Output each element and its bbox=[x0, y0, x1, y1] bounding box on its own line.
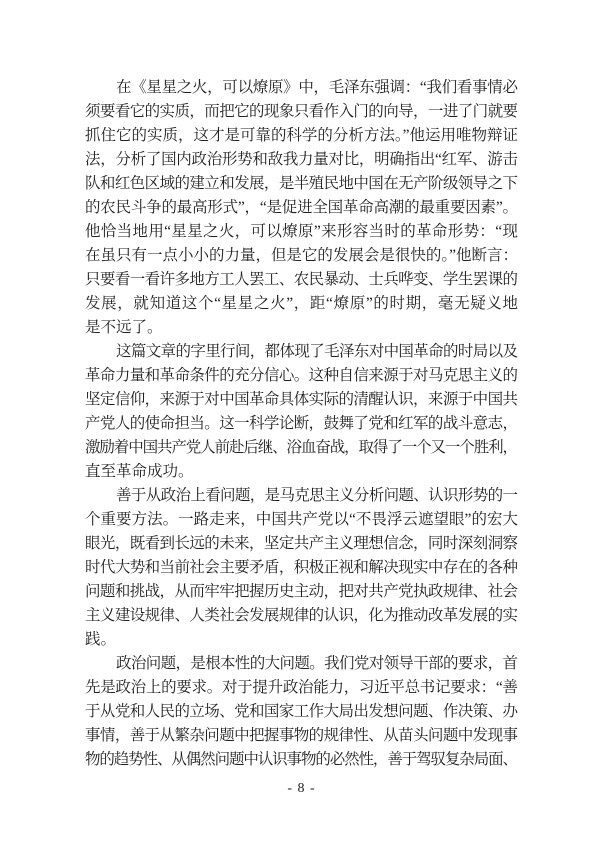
text-line: 先是政治上的要求。对于提升政治能力，习近平总书记要求：“善 bbox=[85, 679, 518, 696]
text-line: 的农民斗争的最高形式”，“是促进全国革命高潮的最重要因素”。 bbox=[85, 199, 518, 216]
text-line: 眼光，既看到长远的未来，坚定共产主义理想信念，同时深刻洞察 bbox=[85, 535, 518, 552]
text-line: 须要看它的实质，而把它的现象只看作入门的向导，一进了门就要 bbox=[85, 103, 518, 120]
page-number: - 8 - bbox=[287, 781, 316, 796]
text-line: 个重要方法。一路走来，中国共产党以“不畏浮云遮望眼”的宏大 bbox=[85, 511, 519, 528]
text-line: 抓住它的实质，这才是可靠的科学的分析方法。”他运用唯物辩证 bbox=[85, 127, 518, 144]
text-line: 发展，就知道这个“星星之火”，距“燎原”的时期，毫无疑义地 bbox=[85, 295, 519, 312]
text-line: 在《星星之火，可以燎原》中，毛泽东强调：“我们看事情必 bbox=[116, 79, 518, 96]
text-line: 直至革命成功。 bbox=[85, 463, 194, 480]
text-line: 问题和挑战，从而牢牢把握历史主动，把对共产党执政规律、社会 bbox=[85, 583, 518, 600]
text-line: 主义建设规律、人类社会发展规律的认识，化为推动改革发展的实 bbox=[85, 607, 518, 624]
text-body bbox=[85, 76, 518, 772]
text-line: 他恰当地用“星星之火，可以燎原”来形容当时的革命形势：“现 bbox=[85, 223, 519, 240]
text-line: 于从党和人民的立场、党和国家工作大局出发想问题、作决策、办 bbox=[85, 703, 518, 720]
text-line: 革命力量和革命条件的充分信心。这种自信来源于对马克思主义的 bbox=[85, 367, 518, 384]
text-line: 队和红色区域的建立和发展，是半殖民地中国在无产阶级领导之下 bbox=[85, 175, 518, 192]
text-line: 事情，善于从繁杂问题中把握事物的规律性、从苗头问题中发现事 bbox=[85, 727, 518, 744]
text-line: 践。 bbox=[85, 631, 117, 648]
text-line: 坚定信仰，来源于对中国革命具体实际的清醒认识，来源于中国共 bbox=[85, 391, 518, 408]
text-line: 在虽只有一点小小的力量，但是它的发展会是很快的。”他断言： bbox=[85, 247, 518, 264]
text-line: 时代大势和当前社会主要矛盾，积极正视和解决现实中存在的各种 bbox=[85, 559, 518, 576]
text-line: 激励着中国共产党人前赴后继、浴血奋战，取得了一个又一个胜利， bbox=[85, 439, 517, 456]
text-line: 产党人的使命担当。这一科学论断，鼓舞了党和红军的战斗意志， bbox=[85, 415, 518, 432]
text-line: 物的趋势性、从偶然问题中认识事物的必然性，善于驾驭复杂局面、 bbox=[85, 751, 517, 768]
text-line: 善于从政治上看问题，是马克思主义分析问题、认识形势的一 bbox=[116, 487, 518, 504]
text-line: 法，分析了国内政治形势和敌我力量对比，明确指出“红军、游击 bbox=[85, 151, 518, 168]
text-line: 这篇文章的字里行间，都体现了毛泽东对中国革命的时局以及 bbox=[116, 343, 518, 360]
text-line: 只要看一看许多地方工人罢工、农民暴动、士兵哗变、学生罢课的 bbox=[85, 271, 518, 288]
text-line: 是不远了。 bbox=[85, 319, 163, 336]
text-line: 政治问题，是根本性的大问题。我们党对领导干部的要求，首 bbox=[116, 655, 518, 672]
